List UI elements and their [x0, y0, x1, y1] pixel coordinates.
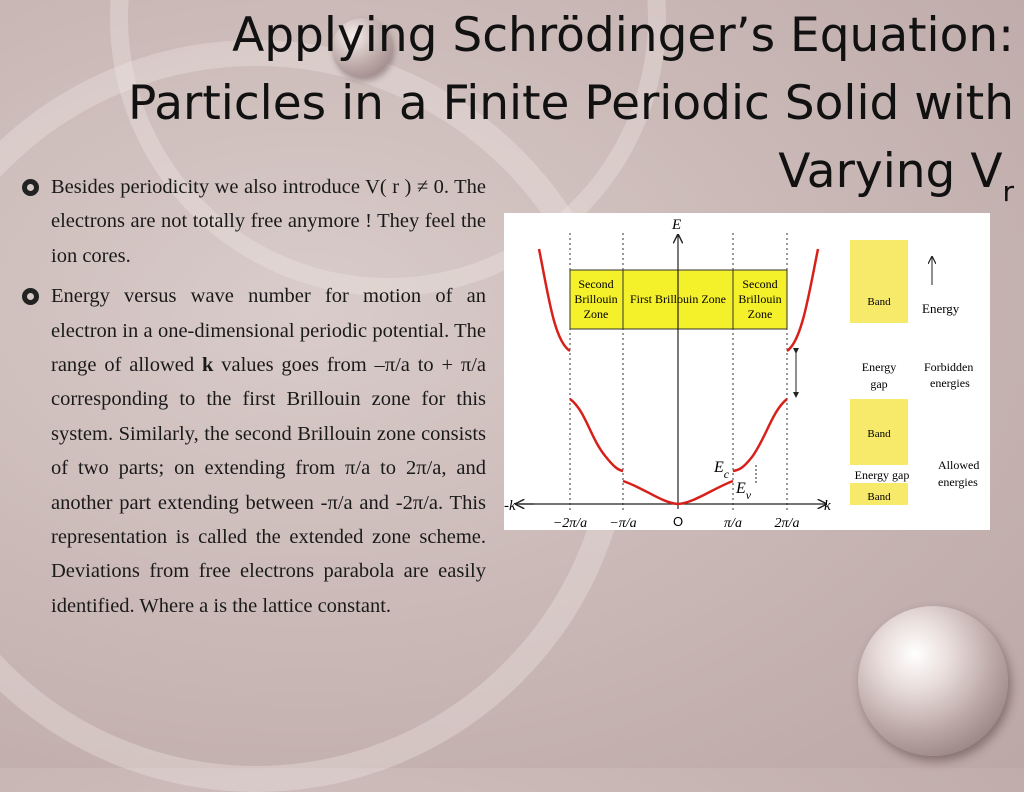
- tick-label: −2π/a: [552, 516, 588, 530]
- tick-label: −π/a: [609, 516, 637, 530]
- ev-label: [735, 480, 752, 502]
- axis-k-label: k: [824, 498, 831, 514]
- bullet-icon: [22, 179, 39, 196]
- band-label: Band: [867, 428, 891, 440]
- tick-label-origin: O: [672, 514, 684, 529]
- bullet-segment: values goes from –π/a to + π/a corresponding to the first Brillouin zone for this system. Similarly, the second Brillouin zone consists of two parts; on extending from π/a to 2π/a, and another part extending between -π/a and -2π/a. This representation is called the extended zone scheme. Deviations from free electrons parabola are easily identified. Where a is the lattice constant.: [51, 354, 487, 617]
- title-line-3-text: Varying V: [778, 144, 1003, 199]
- zone-left-line3: Zone: [583, 307, 609, 321]
- ev-main: E: [736, 480, 746, 497]
- energy-gap-label-line1: Energy: [861, 360, 897, 374]
- band-label: Band: [867, 491, 891, 503]
- bullet-text: [51, 176, 486, 267]
- band-curve-outer-right: [787, 249, 818, 351]
- bullet-bold-k: k: [201, 354, 214, 377]
- band-label: Band: [867, 296, 891, 308]
- decorative-sphere: [858, 606, 1008, 756]
- band-block-top: [850, 240, 908, 323]
- energy-gap-label-line2: gap: [870, 377, 888, 391]
- ec-label: [713, 459, 730, 481]
- tick-label: π/a: [724, 516, 742, 530]
- ec-sub: c: [723, 467, 730, 481]
- tick-label: 2π/a: [774, 516, 800, 530]
- zone-right-line1: Second: [742, 277, 778, 291]
- title-subscript: r: [1002, 175, 1014, 208]
- band-structure-figure: [504, 213, 990, 530]
- bullet-text: [51, 285, 486, 617]
- title-line-2: Particles in a Finite Periodic Solid with: [127, 76, 1014, 131]
- energy-label: Energy: [922, 301, 960, 316]
- axis-e-label: E: [672, 217, 682, 233]
- zone-right-line3: Zone: [747, 307, 773, 321]
- band-curve-inner-right: [733, 399, 787, 471]
- forbidden-label-2: energies: [930, 376, 970, 390]
- bullet-item: [22, 170, 486, 273]
- forbidden-label-1: Forbidden: [924, 360, 974, 374]
- ec-main: E: [714, 459, 724, 476]
- bullet-icon: [22, 288, 39, 305]
- band-curve-inner-left: [570, 399, 623, 471]
- zone-center-label: First Brillouin Zone: [630, 292, 726, 306]
- axis-neg-k-label: -k: [504, 498, 516, 514]
- band-diagram-svg: [504, 213, 990, 530]
- allowed-label-2: energies: [938, 475, 978, 489]
- energy-gap-label: Energy gap: [854, 468, 910, 482]
- bullet-item: [22, 279, 486, 623]
- allowed-label-1: Allowed: [938, 458, 980, 472]
- bullet-segment: Besides periodicity we also introduce V( r ) ≠ 0. The electrons are not totally free anymore ! They feel the ion cores.: [51, 176, 486, 267]
- ev-sub: v: [745, 488, 752, 502]
- zone-right-line2: Brillouin: [738, 292, 782, 306]
- zone-left-line2: Brillouin: [574, 292, 618, 306]
- bullet-list: [22, 170, 486, 629]
- zone-left-line1: Second: [578, 277, 614, 291]
- band-curve-outer-left: [539, 249, 570, 351]
- bullet-segment: Energy versus wave number for motion of an electron in a one-dimensional periodic potential. The range of allowed: [51, 285, 486, 377]
- title-line-1: Applying Schrödinger’s Equation:: [232, 8, 1014, 63]
